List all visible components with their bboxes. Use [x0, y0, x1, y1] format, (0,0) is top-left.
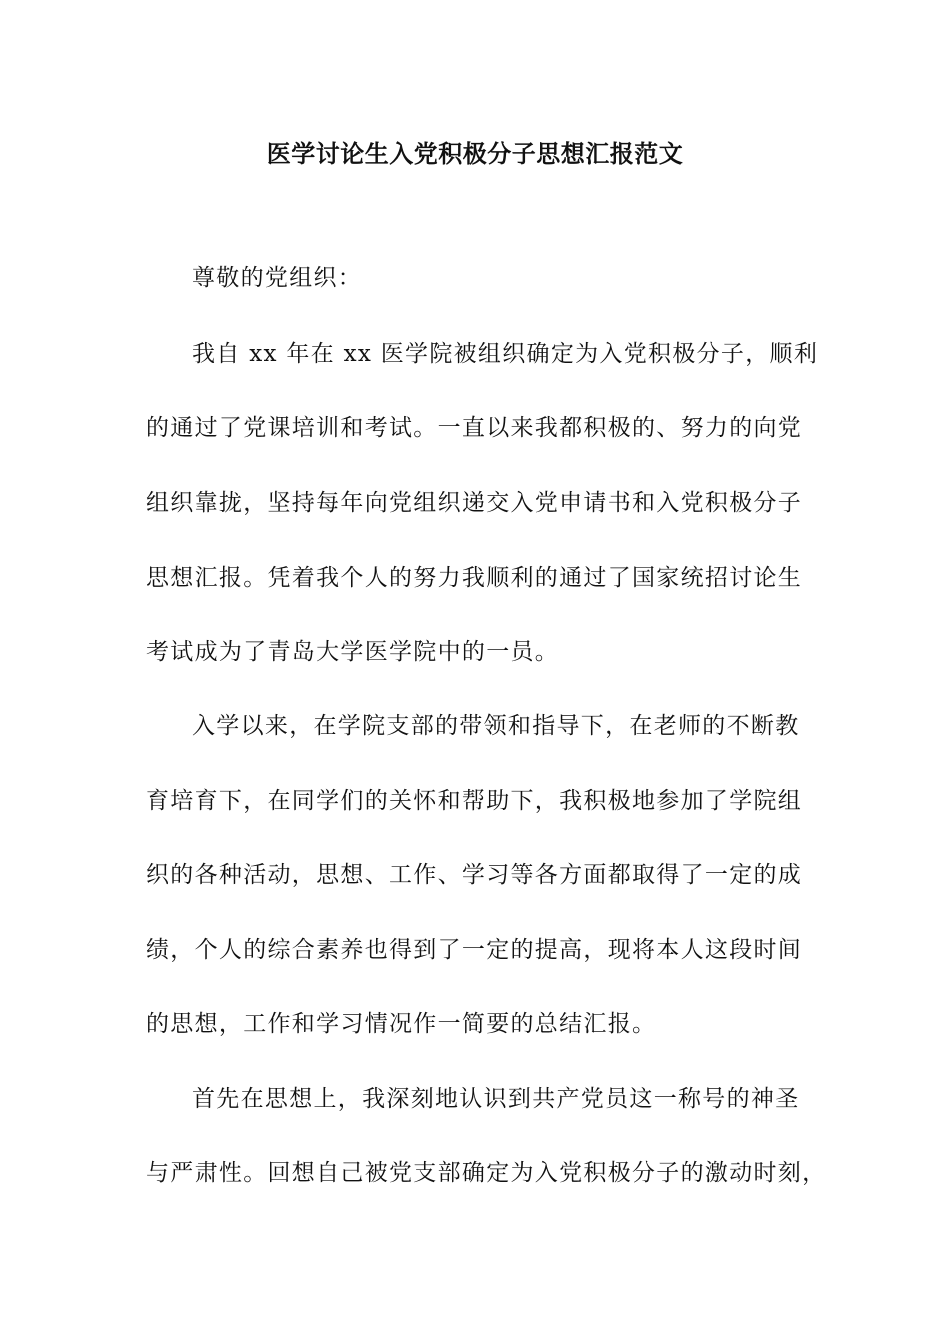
body-line: 考试成为了青岛大学医学院中的一员。 — [146, 639, 560, 665]
body-line: 绩，个人的综合素养也得到了一定的提高，现将本人这段时间 — [146, 937, 803, 963]
body-line: 思想汇报。凭着我个人的努力我顺利的通过了国家统招讨论生 — [146, 565, 803, 591]
body-line: 的通过了党课培训和考试。一直以来我都积极的、努力的向党 — [146, 415, 803, 441]
body-line: 织的各种活动，思想、工作、学习等各方面都取得了一定的成 — [146, 862, 803, 888]
body-line: 与严肃性。回想自己被党支部确定为入党积极分子的激动时刻， — [146, 1160, 827, 1186]
body-line: 入学以来，在学院支部的带领和指导下，在老师的不断教 — [192, 713, 800, 739]
body-line: 育培育下，在同学们的关怀和帮助下，我积极地参加了学院组 — [146, 788, 803, 814]
body-line: 首先在思想上，我深刻地认识到共产党员这一称号的神圣 — [192, 1086, 800, 1112]
body-line: 的思想，工作和学习情况作一简要的总结汇报。 — [146, 1011, 657, 1037]
document-title: 医学讨论生入党积极分子思想汇报范文 — [266, 139, 684, 168]
salutation: 尊敬的党组织： — [192, 265, 363, 291]
body-line: 组织靠拢，坚持每年向党组织递交入党申请书和入党积极分子 — [146, 490, 803, 516]
body-line: 我自 xx 年在 xx 医学院被组织确定为入党积极分子，顺利 — [192, 341, 819, 367]
